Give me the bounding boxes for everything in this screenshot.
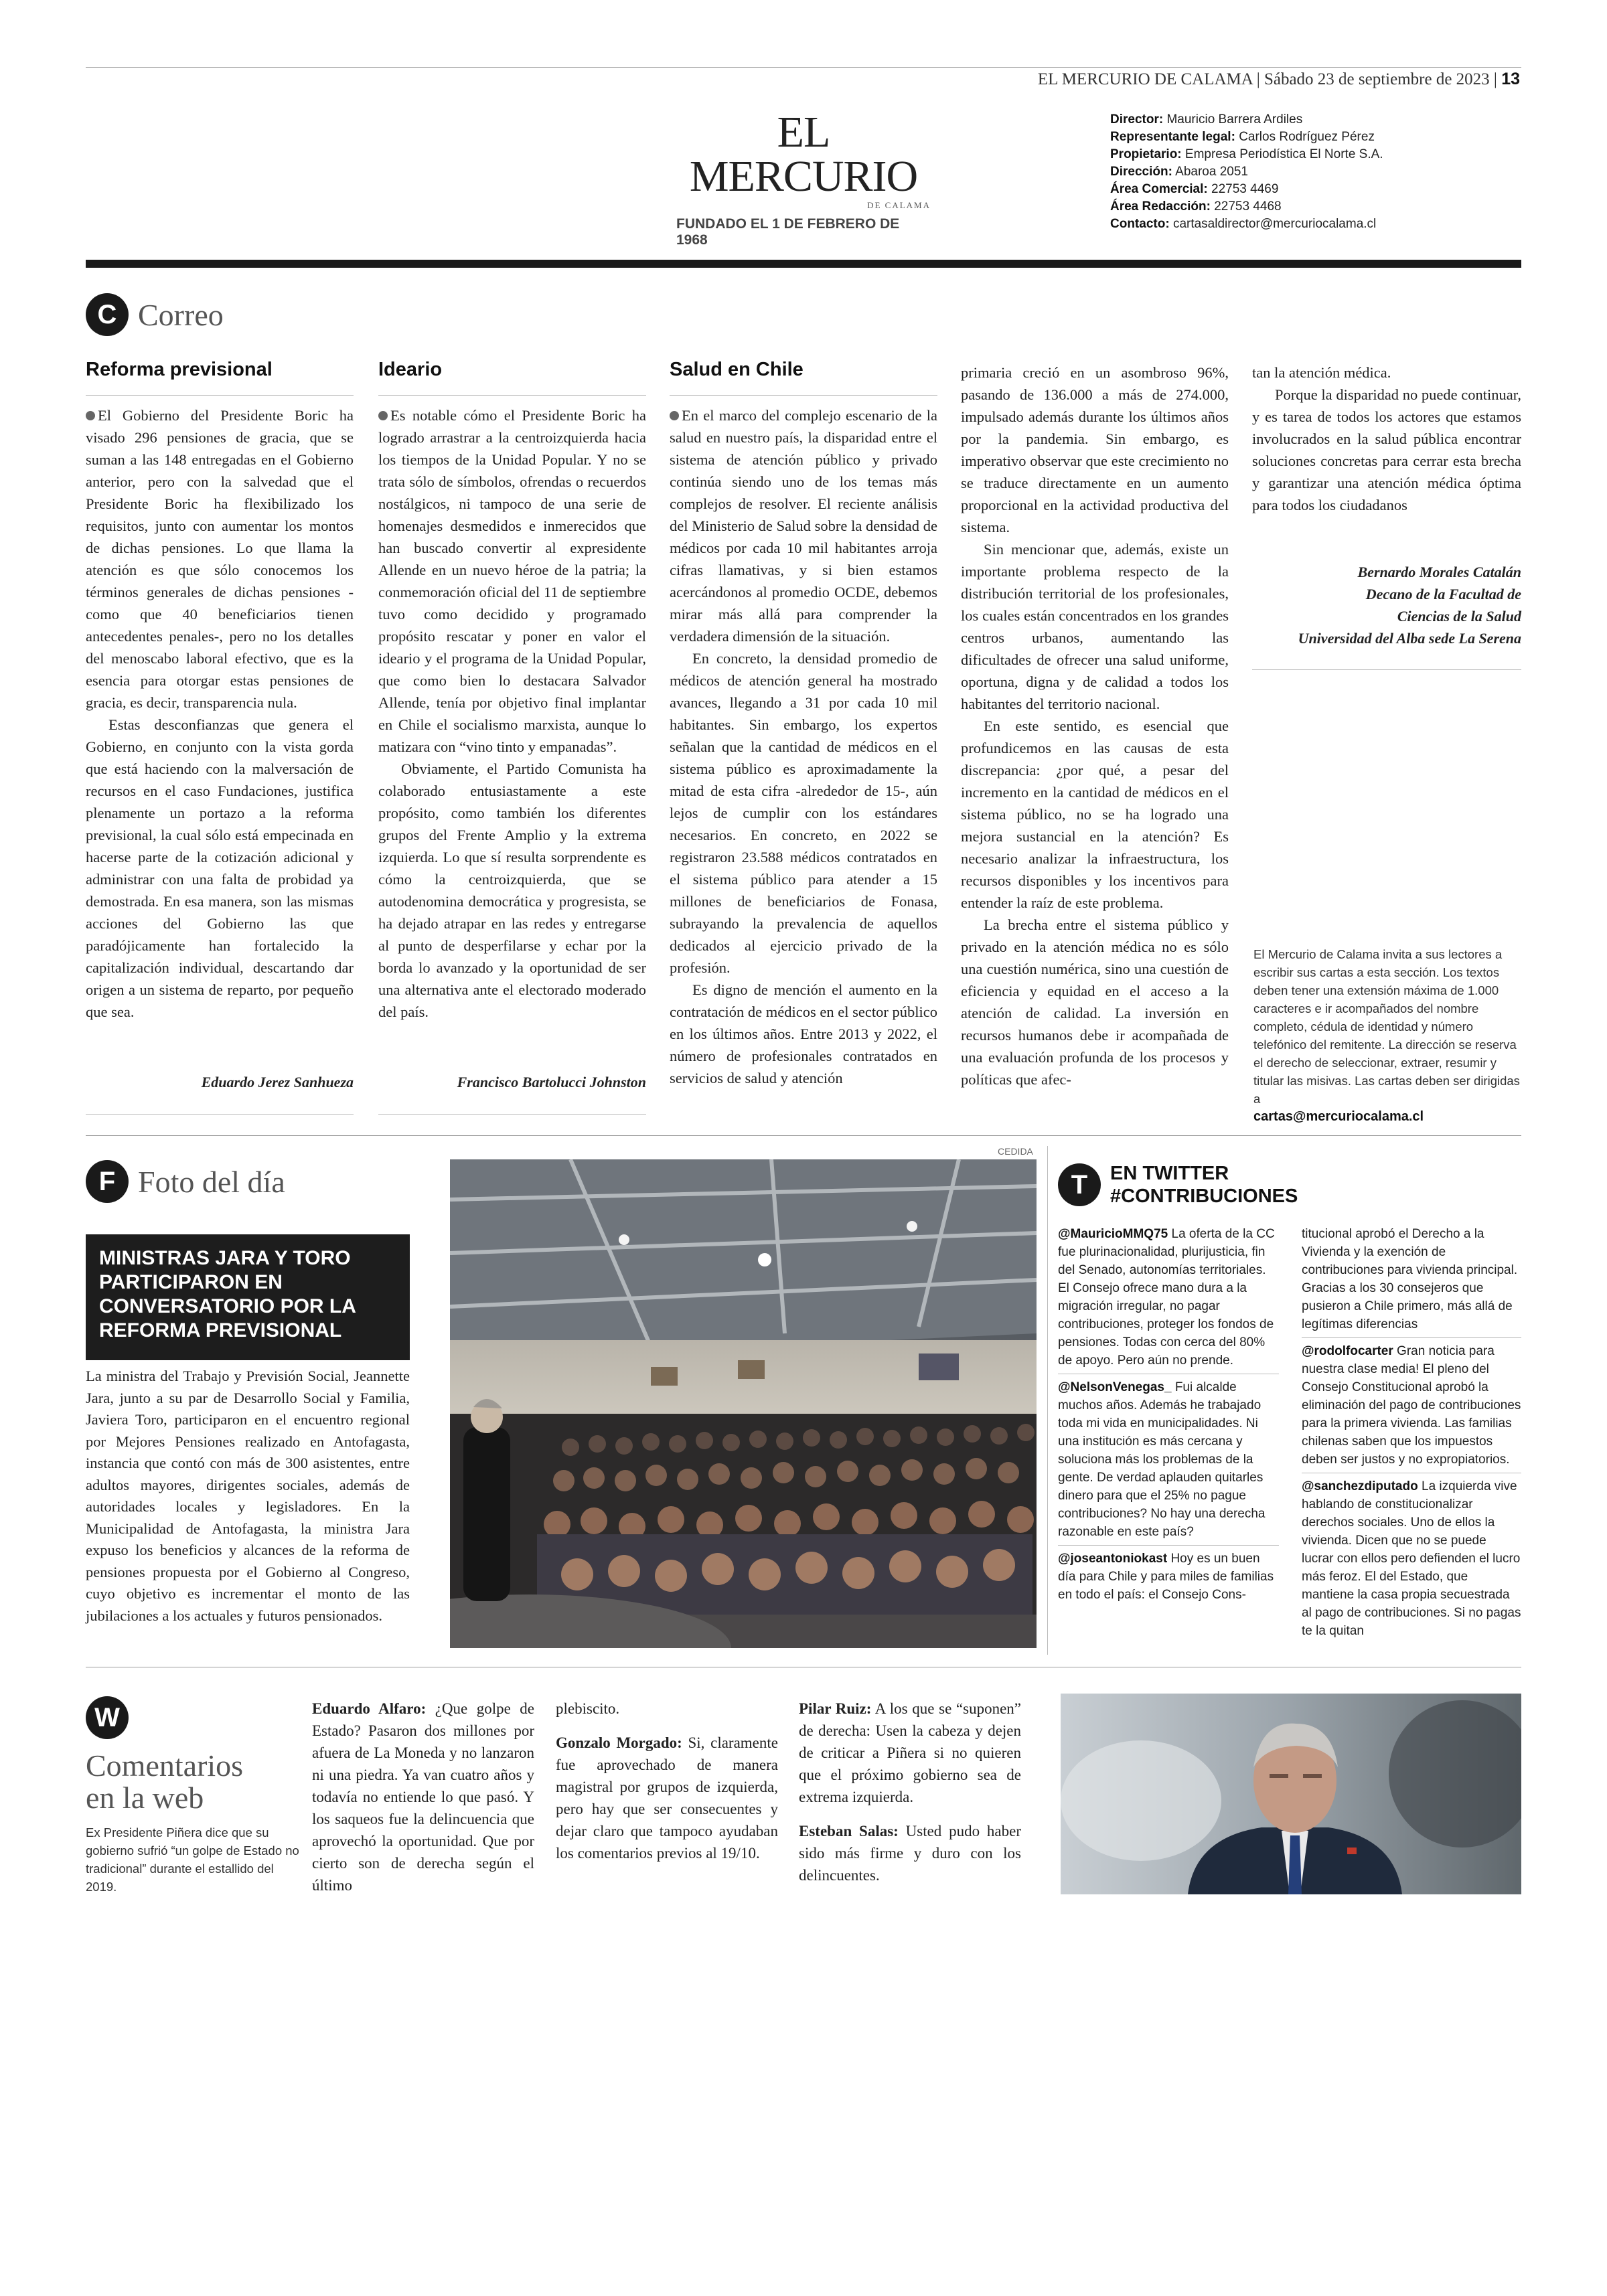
tweet: @NelsonVenegas_ Fui alcalde muchos años. Además he trabajado toda mi vida en municipalidades. Ni una institución es más cercana y soluciona más los problemas de la gente. De verdad aplauden quitarles dinero para que el 25% no pague contribuciones? No hay una derecha razonable en este país? <box>1058 1378 1279 1546</box>
page-number: 13 <box>1501 70 1520 88</box>
bullet-icon <box>378 411 388 420</box>
conference-photo-svg <box>450 1159 1037 1648</box>
folio: EL MERCURIO DE CALAMA | Sábado 23 de septiembre de 2023 | 13 <box>1037 70 1520 88</box>
commenter-name: Pilar Ruiz: <box>799 1700 872 1717</box>
letters-email: cartas@mercuriocalama.cl <box>1253 1109 1424 1124</box>
foto-body: La ministra del Trabajo y Previsión Social, Jeannette Jara, junto a su par de Desarrollo Social y Familia, Javiera Toro, participaron en el encuentro regional por Mejores Pensiones realizado en Antofagasta, instancia que contó con más de 300 asistentes, entre adultos mayores, dirigentes sociales, además de autoridades locales y legisladores. En la Municipalidad de Antofagasta, la ministra Jara expuso los beneficios y alcances de la reforma de pensiones propuesta por el Gobierno al Congreso, cuyo objetivo es incrementar el monto de las jubilaciones a los actuales y futuros pensionados. <box>86 1368 410 1624</box>
staff-box <box>1110 111 1383 233</box>
web-comment: plebiscito. <box>556 1700 620 1717</box>
tweet-handle: @sanchezdiputado <box>1302 1479 1418 1493</box>
section-rule <box>86 1135 1521 1136</box>
folio-paper: EL MERCURIO DE CALAMA <box>1037 70 1253 88</box>
commenter-name: Esteban Salas: <box>799 1823 899 1839</box>
twitter-letter-icon: T <box>1058 1163 1101 1206</box>
bullet-icon <box>670 411 679 420</box>
column-rule <box>378 395 646 396</box>
letter-signature: Francisco Bartolucci Johnston <box>457 1074 646 1090</box>
staff-line: Director: Mauricio Barrera Ardiles <box>1110 112 1303 127</box>
letter-body: El Gobierno del Presidente Boric ha visado 296 pensiones de gracia, que se suman a las 148 entregadas en el Gobierno anterior, pero con la salvedad que el Presidente Boric ha flexibilizado los requisitos, junto con aumentar los montos de dichas pensiones. Lo que llama la atención es que sólo conocemos los términos generales de dichas pensiones -como que 40 beneficiarios tienen antecedentes penales-, pero no los detalles del menoscabo laboral efectivo, que es la esencia para otorgar estas pensiones de gracia, es decir, transparencia nula. Estas desconfianzas que genera el Gobierno, en conjunto con la vista gorda que está haciendo con la malversación de recursos en el caso Fundaciones, justifica plenamente un portazo a la reforma previsional, la cual sólo está empecinada en hacerse parte de la cotización adicional y administrar con una falta de probidad ya demostrada. En esa manera, son las mismas acciones del Gobierno las que paradójicamente han fortalecido la capitalización individual, descartando dar origen a un sistema de reparto, por pequeño que sea. <box>86 407 354 1020</box>
bullet-icon <box>86 411 95 420</box>
web-comment: Esteban Salas: Usted pudo haber sido más firme y duro con los delincuentes. <box>799 1823 1021 1884</box>
twitter-title: EN TWITTER #CONTRIBUCIONES <box>1110 1163 1298 1207</box>
foto-title: Foto del día <box>138 1164 285 1199</box>
tweet: @rodolfocarter Gran noticia para nuestra clase media! El pleno del Consejo Constitucional aprobó la eliminación del pago de contribuciones para la primera vivienda. Las familias chilenas saben que los impuestos deben ser justos y no expropiatorios. <box>1302 1342 1521 1473</box>
web-title: Comentarios en la web <box>86 1748 244 1815</box>
correo-title: Correo <box>138 297 224 332</box>
staff-line: Representante legal: Carlos Rodríguez Pérez <box>1110 130 1375 144</box>
tweet: @sanchezdiputado La izquierda vive hablando de constitucionalizar derechos sociales. Uno de ellos la vivienda. Dicen que no se puede lucrar con ellos pero defienden el lucro más feroz. El del Estado, que mantiene la casa propia secuestrada al pago de contribuciones. Si no pagas te la quitan <box>1302 1479 1521 1638</box>
column-rule <box>86 395 354 396</box>
letter-headline: Ideario <box>378 359 443 380</box>
web-comment: Pilar Ruiz: A los que se “suponen” de derecha: Usen la cabeza y dejen de criticar a Piñera si no quieren que el próximo gobierno sea de extrema izquierda. <box>799 1700 1021 1805</box>
letter-body: Es notable cómo el Presidente Boric ha logrado arrastrar a la centroizquierda hacia los tiempos de la Unidad Popular. Y no se trata sólo de símbolos, ofrendas o recuerdos nostálgicos, ni tampoco de una serie de homenajes desmedidos e inmerecidos que han buscado convertir al expresidente Allende en un nuevo héroe de la patria; la conmemoración oficial del 11 de septiembre tuvo como decidido y programado propósito rescatar y poner en valor el ideario y el programa de la Unidad Popular, que como bien lo destacara Salvador Allende, tenía por objetivo final implantar en Chile el socialismo marxista, aunque lo matizara con “vino tinto y empanadas”. Obviamente, el Partido Comunista ha colaborado entusiastamente a este propósito, como también los diferentes grupos del Frente Amplio y la extrema izquierda. Lo que sí resulta sorprendente es cómo la centroizquierda, que se autodenomina democrática y progresista, se ha dejado atrapar en las redes y entregarse al punto de desperfilarse y echar por la borda lo avanzado y la oportunidad de ser una alternativa ante el electorado moderado del país. <box>378 407 646 1020</box>
tweet: @joseantoniokast Hoy es un buen día para Chile y para miles de familias en todo el país: el Consejo Cons- <box>1058 1552 1274 1602</box>
letters-invitation: El Mercurio de Calama invita a sus lectores a escribir sus cartas a esta sección. Los textos deben tener una extensión máxima de 1.000 caracteres e ir acompañados del nombre completo, cédula de identidad y número telefónico del remitente. La dirección se reserva el derecho de seleccionar, extraer, resumir y titular las misivas. Las cartas deben ser dirigidas a cartas@mercuriocalama.cl <box>1253 945 1521 1126</box>
tweet-handle: @NelsonVenegas_ <box>1058 1380 1172 1394</box>
column-rule <box>1252 669 1521 670</box>
staff-line: Área Redacción: 22753 4468 <box>1110 199 1282 214</box>
tweet: titucional aprobó el Derecho a la Vivienda y la exención de contribuciones para vivienda principal. Gracias a los 30 consejeros que pusieron a Chile primero, más allá de legítimas diferencias <box>1302 1225 1521 1338</box>
tweet-handle: @joseantoniokast <box>1058 1552 1168 1566</box>
foto-header <box>86 1160 285 1203</box>
letter-headline: Salud en Chile <box>670 359 804 380</box>
staff-line: Contacto: cartasaldirector@mercuriocalama.cl <box>1110 217 1377 231</box>
pinera-photo <box>1061 1694 1521 1894</box>
web-header <box>86 1696 300 1896</box>
commenter-name: Gonzalo Morgado: <box>556 1734 682 1751</box>
column-divider <box>1047 1146 1048 1655</box>
top-rule <box>86 67 1521 68</box>
tweet-handle: @rodolfocarter <box>1302 1344 1393 1358</box>
masthead <box>676 110 931 248</box>
column-rule <box>670 395 937 396</box>
twitter-header <box>1058 1162 1298 1208</box>
staff-line: Propietario: Empresa Periodística El Norte S.A. <box>1110 147 1383 161</box>
web-comments-column <box>799 1698 1021 1898</box>
web-comment: Eduardo Alfaro: ¿Que golpe de Estado? Pasaron dos millones por afuera de La Moneda y no lanzaron ni una piedra. Ya van cuatro años y todavía no entiende lo que pasó. Y los saqueos fue la delincuencia que aprovechó la oportunidad. Que por cierto son de derecha según el último <box>312 1700 534 1894</box>
tweet: @MauricioMMQ75 La oferta de la CC fue plurinacionalidad, plurijusticia, fin del Senado, autonomías territoriales. El Consejo ofrece mano dura a la migración irregular, no pagar contribuciones, proteger los fondos de pensiones. Todas con cerca del 80% de apoyo. Pero aún no prende. <box>1058 1225 1279 1374</box>
foto-headline: MINISTRAS JARA Y TORO PARTICIPARON EN CONVERSATORIO POR LA REFORMA PREVISIONAL <box>86 1234 410 1360</box>
web-comment: Gonzalo Morgado: Si, claramente fue aprovechado de manera magistral por grupos de izquierda, pero hay que ser consecuentes y dejar claro que tampoco ayudaban los comentarios previos al 19/10. <box>556 1734 778 1862</box>
commenter-name: Eduardo Alfaro: <box>312 1700 427 1717</box>
twitter-column <box>1302 1225 1521 1648</box>
column-rule <box>378 1114 646 1115</box>
correo-header <box>86 293 224 336</box>
letter-body: primaria creció en un asombroso 96%, pasando de 136.000 a más de 274.000, impulsado además durante los últimos años por la pandemia. Sin embargo, es imperativo observar que este crecimiento no se traduce directamente en un aumento proporcional en la actividad productiva del sistema. Sin mencionar que, además, existe un importante problema respecto de la distribución territorial de los profesionales, los cuales están concentrados en los grandes centros urbanos, aumentando las dificultades de ofrecer una salud uniforme, oportuna, digna y de calidad a todos los habitantes del territorio nacional. En este sentido, es esencial que profundicemos en las causas de esta discrepancia: ¿por qué, a pesar del incremento en la cantidad de médicos en el sistema público, no se ha logrado una mejora sustancial en la atención? Es necesario analizar la infraestructura, los recursos disponibles y los incentivos para entender la raíz de este problema. La brecha entre el sistema público y privado en la atención médica no es sólo una cuestión numérica, sino una cuestión de eficiencia y equidad en el acceso a la atención de calidad. La inversión en recursos humanos debe ir acompañada de una evaluación profunda de los procesos y políticas que afec- <box>961 364 1229 1088</box>
twitter-column <box>1058 1225 1279 1612</box>
staff-line: Área Comercial: 22753 4469 <box>1110 182 1279 196</box>
web-summary: Ex Presidente Piñera dice que su gobierno sufrió “un golpe de Estado no tradicional” durante el estallido del 2019. <box>86 1825 299 1894</box>
folio-date: Sábado 23 de septiembre de 2023 <box>1264 70 1490 88</box>
photo-credit: CEDIDA <box>998 1146 1033 1157</box>
web-comments-column <box>556 1698 778 1876</box>
letter-headline: Reforma previsional <box>86 359 273 380</box>
column-rule <box>86 1114 354 1115</box>
foto-letter-icon: F <box>86 1160 129 1203</box>
letter-body: tan la atención médica. Porque la disparidad no puede continuar, y es tarea de todos los actores que estamos involucrados en la salud pública encontrar soluciones concretas para cerrar esta brecha y garantizar una atención médica óptima para todos los ciudadanos <box>1252 364 1521 513</box>
staff-line: Dirección: Abaroa 2051 <box>1110 165 1248 179</box>
letter-body: En el marco del complejo escenario de la salud en nuestro país, la disparidad entre el sistema de atención público y privado continúa siendo uno de los temas más complejos de resolver. El reciente análisis del Ministerio de Salud sobre la densidad de médicos por cada 10 mil habitantes arroja cifras llamativas, y si bien estamos acercándonos al promedio OCDE, debemos mirar más allá para comprender la verdadera dimensión de la situación. En concreto, la densidad promedio de médicos de atención general ha mostrado avances, llegando a 31 por cada 10 mil habitantes. Sin embargo, los expertos señalan que la cantidad de médicos en el sistema público es aproximadamente la mitad de esta cifra -alrededor de 15-, aún lejos de cumplir con los estándares necesarios. En concreto, en 2022 se registraron 23.588 médicos contratados en el sistema público para atender a 15 millones de beneficiarios de Fonasa, subrayando la prevalencia de aquellos dedicados al ejercicio privado de la profesión. Es digno de mención el aumento en la contratación de médicos en el sector público en los últimos años. Entre 2013 y 2022, el número de profesionales contratados en servicios de salud y atención <box>670 407 937 1086</box>
web-letter-icon: W <box>86 1696 129 1739</box>
masthead-sub: DE CALAMA <box>867 200 931 210</box>
section-divider-bar <box>86 260 1521 268</box>
letter-signature: Bernardo Morales Catalán Decano de la Facultad de Ciencias de la Salud Universidad del Alba sede La Serena <box>1298 564 1521 647</box>
correo-letter-icon: C <box>86 293 129 336</box>
masthead-name: EL MERCURIO <box>689 108 918 201</box>
masthead-founded: FUNDADO EL 1 DE FEBRERO DE 1968 <box>676 216 900 248</box>
pinera-photo-svg <box>1061 1694 1521 1894</box>
letter-signature: Eduardo Jerez Sanhueza <box>201 1074 354 1090</box>
tweet-handle: @MauricioMMQ75 <box>1058 1227 1168 1241</box>
web-comments-column <box>312 1698 534 1908</box>
conference-photo <box>450 1159 1037 1648</box>
